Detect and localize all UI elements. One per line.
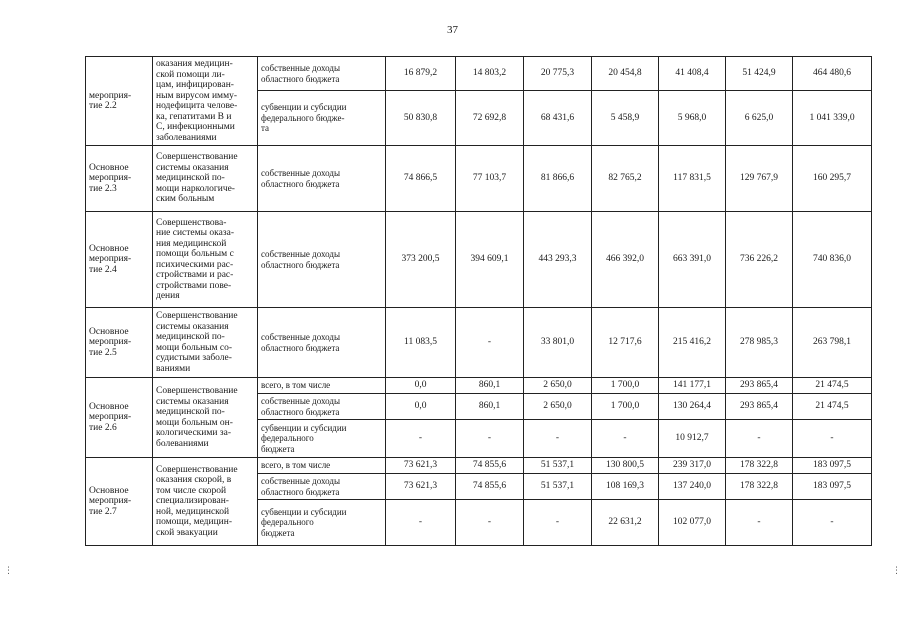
amount-cell: 860,1 — [456, 394, 524, 420]
table-row — [86, 458, 872, 474]
amount-cell: 20 454,8 — [592, 57, 659, 91]
funding-source: всего, в том числе — [258, 378, 386, 394]
amount-cell: 51 537,1 — [524, 474, 592, 500]
funding-source: собственные доходы областного бюджета — [258, 57, 386, 91]
amount-cell: 74 866,5 — [386, 146, 456, 212]
funding-source: собственные доходы областного бюджета — [258, 394, 386, 420]
amount-cell: 443 293,3 — [524, 212, 592, 308]
amount-cell: 117 831,5 — [659, 146, 726, 212]
amount-cell: 293 865,4 — [726, 394, 793, 420]
amount-cell: 239 317,0 — [659, 458, 726, 474]
table-row — [86, 57, 872, 91]
measure-name: Совершенствование системы оказания медицинской по- мощи больным он- кологическими за- болеваниями — [153, 378, 258, 458]
measure-name: оказания медицин- ской помощи ли- цам, инфицирован- ным вирусом имму- нодефицита челове- ка, гепатитами В и С, инфекционными заболеваниями — [153, 57, 258, 146]
amount-cell: 1 700,0 — [592, 394, 659, 420]
amount-cell: 12 717,6 — [592, 308, 659, 378]
amount-cell: 108 169,3 — [592, 474, 659, 500]
amount-cell: 73 621,3 — [386, 474, 456, 500]
amount-cell: - — [456, 308, 524, 378]
funding-source: субвенции и субсидии федерального бюджета — [258, 500, 386, 546]
amount-cell: 68 431,6 — [524, 91, 592, 146]
scan-edge-mark-left: ⋮ — [4, 566, 13, 576]
amount-cell: 82 765,2 — [592, 146, 659, 212]
measure-code: Основное мероприя- тие 2.4 — [86, 212, 153, 308]
amount-cell: 77 103,7 — [456, 146, 524, 212]
amount-cell: 860,1 — [456, 378, 524, 394]
amount-cell: 183 097,5 — [793, 458, 872, 474]
amount-cell: 22 631,2 — [592, 500, 659, 546]
amount-cell: 21 474,5 — [793, 394, 872, 420]
measure-code: Основное мероприя- тие 2.5 — [86, 308, 153, 378]
amount-cell: 137 240,0 — [659, 474, 726, 500]
funding-source: всего, в том числе — [258, 458, 386, 474]
amount-cell: 41 408,4 — [659, 57, 726, 91]
measure-code: мероприя- тие 2.2 — [86, 57, 153, 146]
funding-source: субвенции и субсидии федерального бюджета — [258, 420, 386, 458]
budget-table-body — [86, 57, 872, 546]
funding-source: собственные доходы областного бюджета — [258, 474, 386, 500]
amount-cell: 74 855,6 — [456, 474, 524, 500]
amount-cell: 5 968,0 — [659, 91, 726, 146]
amount-cell: 50 830,8 — [386, 91, 456, 146]
measure-code: Основное мероприя- тие 2.6 — [86, 378, 153, 458]
amount-cell: 178 322,8 — [726, 474, 793, 500]
amount-cell: 466 392,0 — [592, 212, 659, 308]
amount-cell: 6 625,0 — [726, 91, 793, 146]
amount-cell: 0,0 — [386, 378, 456, 394]
amount-cell: - — [793, 500, 872, 546]
table-row — [86, 308, 872, 378]
page-number: 37 — [447, 24, 458, 36]
amount-cell: - — [793, 420, 872, 458]
amount-cell: 373 200,5 — [386, 212, 456, 308]
table-row — [86, 146, 872, 212]
funding-source: субвенции и субсидии федерального бюдже- та — [258, 91, 386, 146]
amount-cell: - — [524, 500, 592, 546]
amount-cell: 293 865,4 — [726, 378, 793, 394]
amount-cell: 73 621,3 — [386, 458, 456, 474]
amount-cell: 141 177,1 — [659, 378, 726, 394]
amount-cell: 394 609,1 — [456, 212, 524, 308]
amount-cell: 178 322,8 — [726, 458, 793, 474]
table-row — [86, 378, 872, 394]
amount-cell: 5 458,9 — [592, 91, 659, 146]
amount-cell: 2 650,0 — [524, 394, 592, 420]
measure-name: Совершенствование системы оказания медицинской по- мощи больным со- судистыми заболе- ваниями — [153, 308, 258, 378]
amount-cell: 21 474,5 — [793, 378, 872, 394]
funding-source: собственные доходы областного бюджета — [258, 308, 386, 378]
amount-cell: - — [726, 420, 793, 458]
amount-cell: 16 879,2 — [386, 57, 456, 91]
amount-cell: - — [386, 420, 456, 458]
amount-cell: - — [592, 420, 659, 458]
amount-cell: 20 775,3 — [524, 57, 592, 91]
measure-name: Совершенствование системы оказания медицинской по- мощи наркологиче- ским больным — [153, 146, 258, 212]
amount-cell: 464 480,6 — [793, 57, 872, 91]
amount-cell: 81 866,6 — [524, 146, 592, 212]
amount-cell: 51 537,1 — [524, 458, 592, 474]
scan-edge-mark-right: ⋮ — [892, 566, 901, 576]
measure-name: Совершенствова- ние системы оказа- ния медицинской помощи больным с психическими рас- стройствами и рас- стройствами пове- дения — [153, 212, 258, 308]
amount-cell: 740 836,0 — [793, 212, 872, 308]
table-row — [86, 212, 872, 308]
amount-cell: 11 083,5 — [386, 308, 456, 378]
measure-name: Совершенствование оказания скорой, в том числе скорой специализирован- ной, медицинской помощи, медицин- ской эвакуации — [153, 458, 258, 546]
amount-cell: 278 985,3 — [726, 308, 793, 378]
amount-cell: 1 041 339,0 — [793, 91, 872, 146]
amount-cell: 1 700,0 — [592, 378, 659, 394]
measure-code: Основное мероприя- тие 2.7 — [86, 458, 153, 546]
amount-cell: 183 097,5 — [793, 474, 872, 500]
amount-cell: - — [524, 420, 592, 458]
amount-cell: 102 077,0 — [659, 500, 726, 546]
amount-cell: 14 803,2 — [456, 57, 524, 91]
amount-cell: - — [386, 500, 456, 546]
amount-cell: 0,0 — [386, 394, 456, 420]
amount-cell: 72 692,8 — [456, 91, 524, 146]
amount-cell: 130 264,4 — [659, 394, 726, 420]
measure-code: Основное мероприя- тие 2.3 — [86, 146, 153, 212]
funding-source: собственные доходы областного бюджета — [258, 212, 386, 308]
amount-cell: 33 801,0 — [524, 308, 592, 378]
amount-cell: 160 295,7 — [793, 146, 872, 212]
amount-cell: 736 226,2 — [726, 212, 793, 308]
amount-cell: 51 424,9 — [726, 57, 793, 91]
funding-source: собственные доходы областного бюджета — [258, 146, 386, 212]
budget-table — [85, 56, 872, 546]
amount-cell: - — [456, 500, 524, 546]
amount-cell: 215 416,2 — [659, 308, 726, 378]
amount-cell: 10 912,7 — [659, 420, 726, 458]
amount-cell: 2 650,0 — [524, 378, 592, 394]
amount-cell: - — [456, 420, 524, 458]
amount-cell: 130 800,5 — [592, 458, 659, 474]
amount-cell: 74 855,6 — [456, 458, 524, 474]
amount-cell: 263 798,1 — [793, 308, 872, 378]
amount-cell: 129 767,9 — [726, 146, 793, 212]
amount-cell: - — [726, 500, 793, 546]
amount-cell: 663 391,0 — [659, 212, 726, 308]
